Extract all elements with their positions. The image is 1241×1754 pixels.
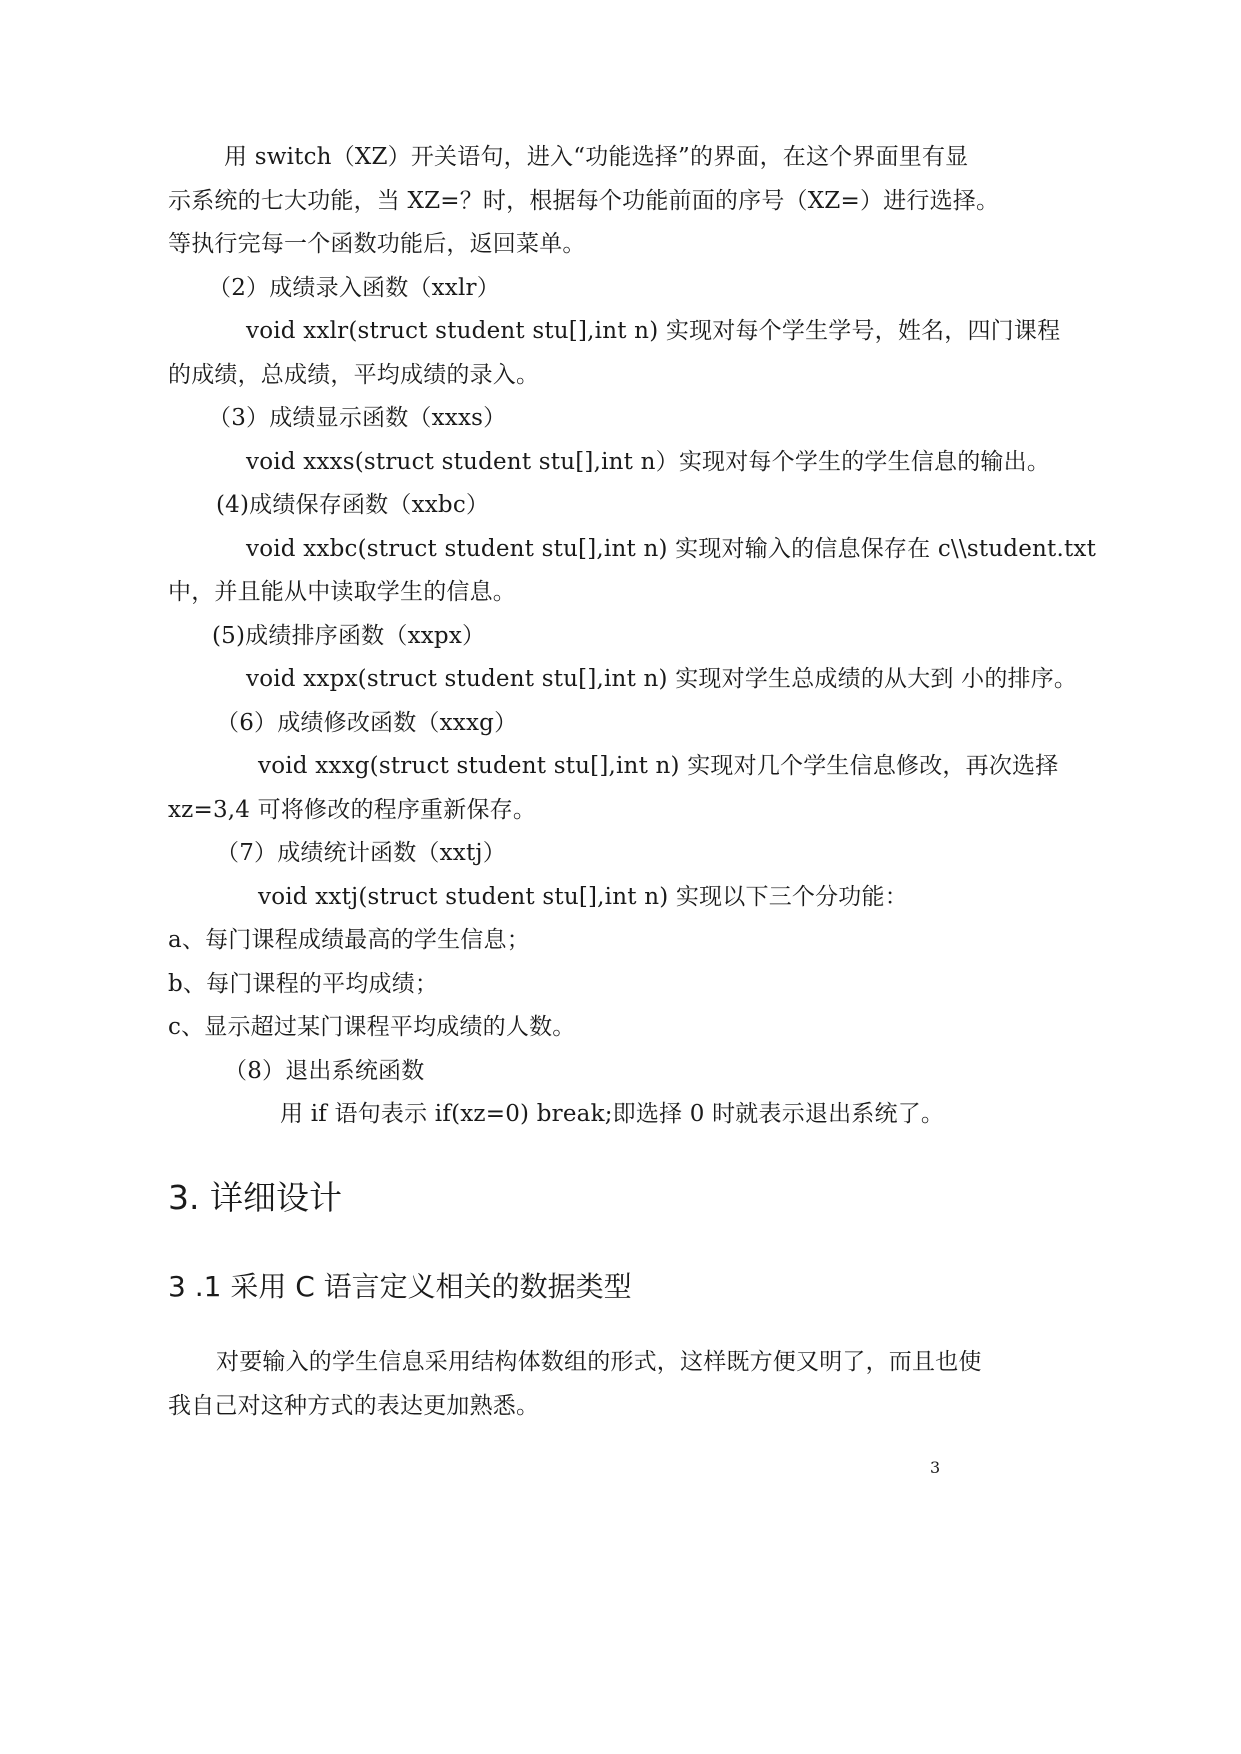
paragraph-line: void xxlr(struct student stu[],int n) 实现对每个学生学号，姓名，四门课程 [246, 318, 1061, 344]
paragraph-line: 我自己对这种方式的表达更加熟悉。 [168, 1393, 540, 1419]
page-number: 3 [930, 1458, 941, 1477]
paragraph-line: 的成绩，总成绩，平均成绩的录入。 [168, 362, 540, 388]
paragraph-line: void xxxg(struct student stu[],int n) 实现对几个学生信息修改，再次选择 [258, 753, 1059, 779]
paragraph-line: 中，并且能从中读取学生的信息。 [168, 579, 516, 605]
paragraph-line: void xxxs(struct student stu[],int n）实现对每个学生的学生信息的输出。 [246, 449, 1051, 475]
section-title: （6）成绩修改函数（xxxg） [216, 710, 518, 736]
heading-level-2: 3 .1 采用 C 语言定义相关的数据类型 [168, 1270, 632, 1303]
heading-level-1: 3. 详细设计 [168, 1178, 342, 1217]
paragraph-line: 示系统的七大功能，当 XZ=？时，根据每个功能前面的序号（XZ=）进行选择。 [168, 188, 1000, 214]
section-title: （7）成绩统计函数（xxtj） [216, 840, 506, 866]
paragraph-line: xz=3,4 可将修改的程序重新保存。 [168, 797, 537, 823]
paragraph-line: void xxpx(struct student stu[],int n) 实现对学生总成绩的从大到 小的排序。 [246, 666, 1078, 692]
list-item: c、显示超过某门课程平均成绩的人数。 [168, 1014, 576, 1040]
paragraph-line: 对要输入的学生信息采用结构体数组的形式，这样既方便又明了，而且也使 [216, 1349, 982, 1375]
section-title: （8）退出系统函数 [224, 1058, 425, 1084]
paragraph-line: 用 if 语句表示 if(xz=0) break;即选择 0 时就表示退出系统了。 [280, 1101, 945, 1127]
paragraph-line: void xxbc(struct student stu[],int n) 实现对输入的信息保存在 c\\student.txt [246, 536, 1097, 562]
paragraph-line: 等执行完每一个函数功能后，返回菜单。 [168, 231, 586, 257]
list-item: b、每门课程的平均成绩； [168, 971, 439, 997]
paragraph-line: 用 switch（XZ）开关语句，进入“功能选择”的界面，在这个界面里有显 [224, 144, 969, 170]
section-title: (4)成绩保存函数（xxbc） [216, 492, 490, 518]
list-item: a、每门课程成绩最高的学生信息； [168, 927, 530, 953]
section-title: （2）成绩录入函数（xxlr） [208, 275, 500, 301]
paragraph-line: void xxtj(struct student stu[],int n) 实现以下三个分功能： [258, 884, 908, 910]
section-title: (5)成绩排序函数（xxpx） [212, 623, 486, 649]
section-title: （3）成绩显示函数（xxxs） [208, 405, 507, 431]
